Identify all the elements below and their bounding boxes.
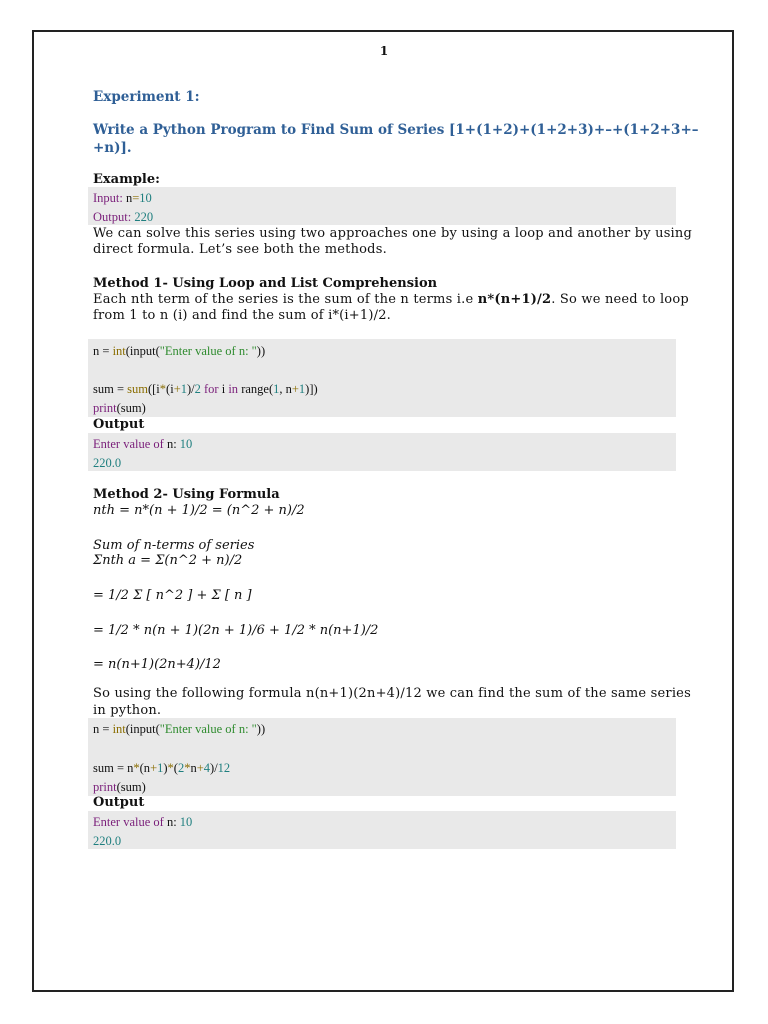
code-text: , n: [279, 382, 292, 396]
method2-desc-line2: in python.: [93, 703, 162, 718]
method2-heading: Method 2- Using Formula: [93, 487, 280, 502]
method1-code-line2: [93, 382, 318, 397]
formula-result: = n(n+1)(2n+4)/12: [93, 657, 221, 672]
page-number: 1: [379, 44, 389, 58]
intro-line1: We can solve this series using two approaches one by using a loop and another by using: [93, 226, 693, 241]
code-builtin: print: [93, 401, 117, 415]
code-text: ): [163, 761, 168, 775]
code-text: )): [256, 722, 266, 736]
method1-output-line1: [93, 437, 192, 452]
code-text: n =: [93, 722, 113, 736]
code-number: 1: [180, 382, 187, 396]
code-number: 1: [157, 761, 164, 775]
example-heading: Example:: [93, 172, 160, 187]
method2-output-heading: Output: [93, 795, 145, 810]
experiment-title: Experiment 1:: [93, 89, 200, 105]
code-number: 2: [177, 761, 185, 775]
code-builtin: print: [93, 780, 117, 794]
method2-code-line2: [93, 761, 230, 776]
code-text: )/: [210, 761, 218, 775]
output-var: n: [166, 815, 174, 829]
output-text: Enter value of: [93, 815, 167, 829]
code-builtin: sum: [127, 382, 148, 396]
example-input-line: [93, 191, 152, 206]
method2-code-line3: [93, 780, 146, 795]
code-keyword: for: [200, 382, 222, 396]
formula-sigma: Σnth a = Σ(n^2 + n)/2: [93, 553, 243, 568]
code-text: (i: [166, 382, 174, 396]
code-number: 2: [194, 382, 201, 396]
code-text: (input(: [125, 722, 160, 736]
example-input-eq: =: [132, 191, 140, 205]
code-keyword: in: [225, 382, 242, 396]
method1-desc-line1: [93, 292, 689, 307]
code-text: i: [221, 382, 226, 396]
code-text: range(: [241, 382, 274, 396]
method2-output-line1: [93, 815, 192, 830]
code-text: (: [173, 761, 178, 775]
method1-heading: Method 1- Using Loop and List Comprehension: [93, 276, 438, 291]
code-text: (input(: [125, 344, 160, 358]
formula-nth: nth = n*(n + 1)/2 = (n^2 + n)/2: [93, 503, 305, 518]
method1-desc-text-b: . So we need to loop: [551, 292, 689, 307]
method1-code-line1: [93, 344, 265, 359]
code-text: ([i: [147, 382, 160, 396]
method1-desc-formula: n*(n+1)/2: [477, 292, 552, 307]
code-operator: +: [150, 761, 158, 775]
output-number: 10: [179, 815, 193, 829]
method1-desc-line2: from 1 to n (i) and find the sum of i*(i+1)/2.: [93, 308, 392, 323]
code-string: "Enter value of n: ": [159, 344, 257, 358]
example-output-label: Output:: [93, 210, 135, 224]
output-text: :: [173, 815, 180, 829]
method2-code-line1: [93, 722, 265, 737]
code-number: 1: [273, 382, 280, 396]
method1-output-heading: Output: [93, 417, 145, 432]
task-title-line2: +n)].: [93, 140, 132, 156]
code-text: sum =: [93, 382, 128, 396]
method2-desc-line1: So using the following formula n(n+1)(2n+4)/12 we can find the sum of the same series: [93, 686, 691, 701]
example-output-value: 220: [134, 210, 154, 224]
code-text: )]): [305, 382, 318, 396]
method1-output-line2: 220.0: [93, 456, 122, 470]
code-text: )/: [187, 382, 195, 396]
code-operator: +: [291, 382, 299, 396]
code-builtin: int: [112, 722, 126, 736]
method1-desc-text-a: Each nth term of the series is the sum of the n terms i.e: [93, 292, 478, 307]
example-output-line: [93, 210, 153, 225]
code-text: (n: [139, 761, 151, 775]
code-number: 12: [217, 761, 231, 775]
example-box: [88, 187, 676, 225]
intro-line2: direct formula. Let’s see both the methods.: [93, 242, 387, 257]
example-input-var: n: [125, 191, 133, 205]
code-text: sum = n: [93, 761, 134, 775]
formula-sum-label: Sum of n-terms of series: [93, 538, 255, 553]
formula-step2: = 1/2 * n(n + 1)(2n + 1)/6 + 1/2 * n(n+1)/2: [93, 623, 379, 638]
formula-step1: = 1/2 Σ [ n^2 ] + Σ [ n ]: [93, 588, 252, 603]
output-text: Enter value of: [93, 437, 167, 451]
code-number: 4: [203, 761, 211, 775]
code-number: 1: [298, 382, 306, 396]
example-input-value: 10: [139, 191, 152, 205]
code-text: n =: [93, 344, 113, 358]
method1-code-line3: [93, 401, 146, 416]
example-input-label: Input:: [93, 191, 126, 205]
output-number: 10: [179, 437, 193, 451]
code-string: "Enter value of n: ": [159, 722, 257, 736]
code-operator: *: [167, 761, 174, 775]
code-builtin: int: [112, 344, 126, 358]
code-text: n: [190, 761, 197, 775]
code-text: (sum): [116, 780, 146, 794]
code-text: )): [256, 344, 266, 358]
code-text: (sum): [116, 401, 146, 415]
output-var: n: [166, 437, 174, 451]
code-operator: *: [133, 761, 140, 775]
code-operator: *: [184, 761, 191, 775]
code-operator: +: [173, 382, 181, 396]
output-text: :: [173, 437, 180, 451]
method2-output-line2: 220.0: [93, 834, 122, 848]
code-operator: *: [159, 382, 167, 396]
code-operator: +: [196, 761, 204, 775]
task-title-line1: Write a Python Program to Find Sum of Series [1+(1+2)+(1+2+3)+–+(1+2+3+–: [93, 122, 699, 138]
